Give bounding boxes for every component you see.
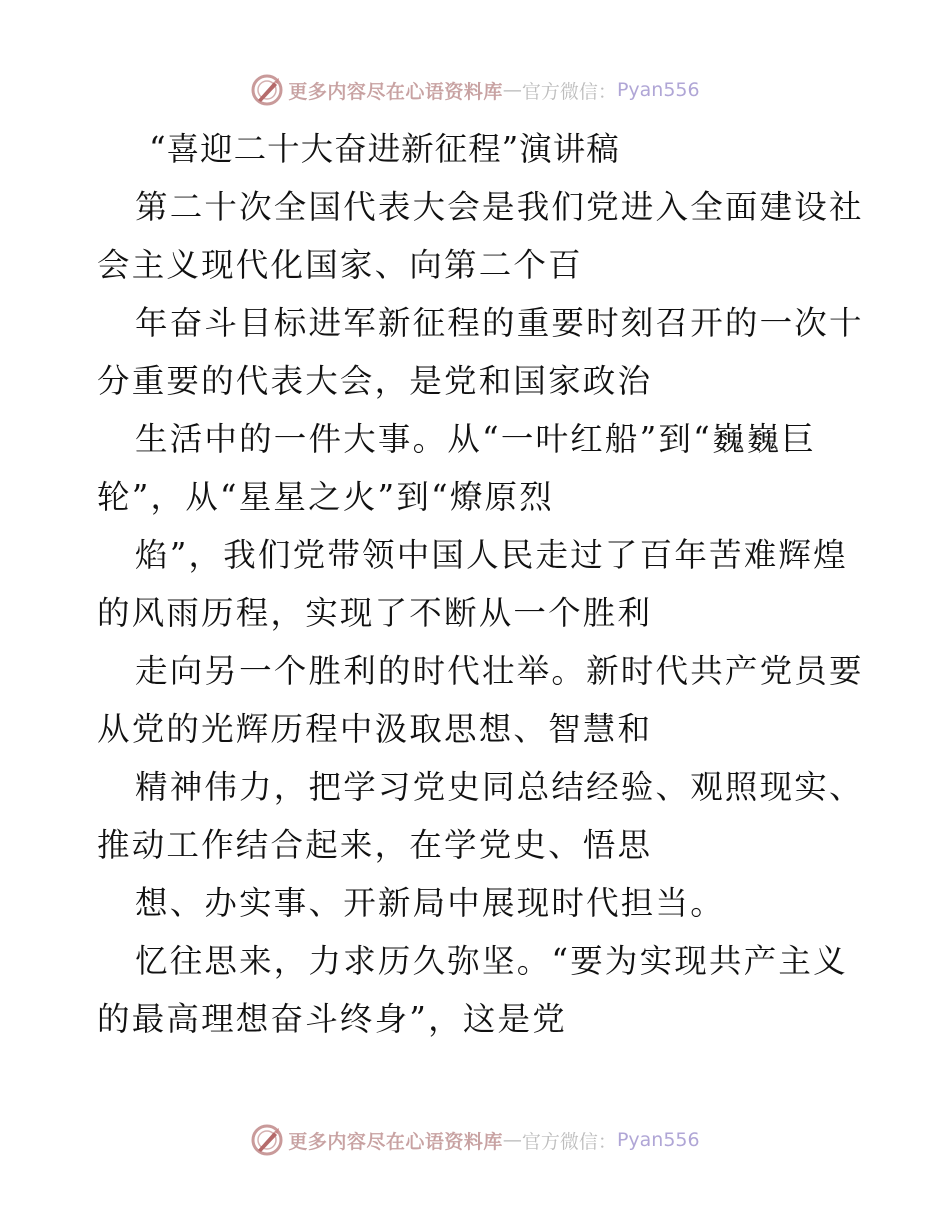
- quill-logo-icon: [250, 73, 284, 107]
- watermark-dash: —: [502, 1129, 522, 1151]
- watermark-dash: —: [502, 79, 522, 101]
- watermark-main-text: 更多内容尽在心语资料库: [288, 80, 503, 103]
- text-line: 焰”，我们党带领中国人民走过了百年苦难辉煌: [135, 536, 848, 574]
- watermark-wechat-id: Pyan556: [616, 1129, 700, 1151]
- text-line: 的最高理想奋斗终身”，这是党: [97, 1000, 567, 1038]
- text-line: 想、办实事、开新局中展现时代担当。: [135, 884, 725, 922]
- text-line: 推动工作结合起来，在学党史、悟思: [97, 826, 653, 864]
- text-line: 走向另一个胜利的时代壮举。新时代共产党员要: [135, 652, 864, 690]
- text-line: 生活中的一件大事。从“一叶红船”到“巍巍巨: [135, 420, 817, 458]
- text-line: 的风雨历程，实现了不断从一个胜利: [97, 594, 653, 632]
- text-line: 年奋斗目标进军新征程的重要时刻召开的一次十: [135, 304, 864, 342]
- text-line: 会主义现代化国家、向第二个百: [97, 246, 583, 284]
- header-watermark: [0, 70, 950, 110]
- watermark-main-text: 更多内容尽在心语资料库: [288, 1130, 503, 1153]
- document-body: [97, 120, 864, 1048]
- text-line: 从党的光辉历程中汲取思想、智慧和: [97, 710, 653, 748]
- footer-watermark: [0, 1120, 950, 1160]
- watermark-wechat-id: Pyan556: [616, 79, 700, 101]
- text-line: 精神伟力，把学习党史同总结经验、观照现实、: [135, 768, 864, 806]
- watermark-sub-text: 官方微信：: [521, 80, 617, 103]
- text-line: 分重要的代表大会，是党和国家政治: [97, 362, 653, 400]
- watermark-sub-text: 官方微信：: [521, 1130, 617, 1153]
- document-title: “喜迎二十大奋进新征程”演讲稿: [149, 130, 620, 168]
- text-line: 轮”，从“星星之火”到“燎原烈: [97, 478, 554, 516]
- text-line: 第二十次全国代表大会是我们党进入全面建设社: [135, 188, 864, 226]
- text-line: 忆往思来，力求历久弥坚。“要为实现共产主义: [135, 942, 848, 980]
- quill-logo-icon: [250, 1123, 284, 1157]
